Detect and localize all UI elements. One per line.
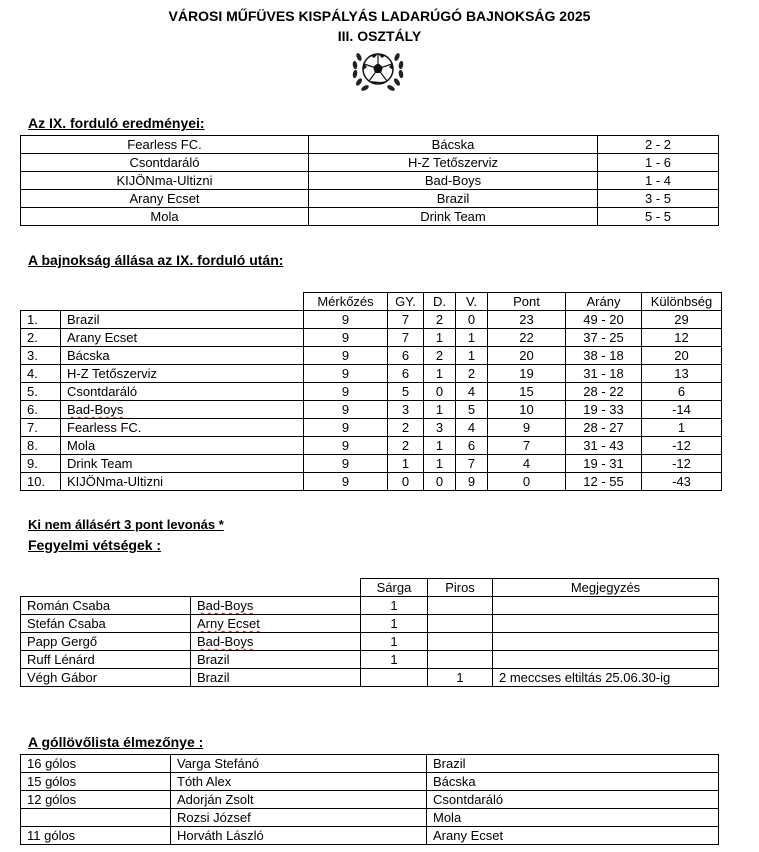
yellow-cards <box>361 669 428 687</box>
red-cards <box>428 651 493 669</box>
home-team: Fearless FC. <box>21 136 309 154</box>
wins: 5 <box>388 383 424 401</box>
losses: 4 <box>456 383 488 401</box>
draws: 2 <box>424 347 456 365</box>
matches: 9 <box>304 473 388 491</box>
wins: 6 <box>388 365 424 383</box>
home-team: KIJÖNma-Ultizni <box>21 172 309 190</box>
goal-count: 15 gólos <box>21 773 171 791</box>
points: 20 <box>488 347 566 365</box>
matches: 9 <box>304 437 388 455</box>
team-name: Arany Ecset <box>427 827 719 845</box>
goal-difference: 6 <box>642 383 722 401</box>
team-name: Mola <box>61 437 304 455</box>
col-header: V. <box>456 293 488 311</box>
col-header: GY. <box>388 293 424 311</box>
player-name: Papp Gergő <box>21 633 191 651</box>
losses: 7 <box>456 455 488 473</box>
team-name: Brazil <box>191 669 361 687</box>
standings-table <box>20 292 722 491</box>
position: 10. <box>21 473 61 491</box>
draws: 3 <box>424 419 456 437</box>
points: 23 <box>488 311 566 329</box>
goal-difference: 13 <box>642 365 722 383</box>
matches: 9 <box>304 365 388 383</box>
position: 1. <box>21 311 61 329</box>
goal-ratio: 19 - 33 <box>566 401 642 419</box>
remark <box>493 651 719 669</box>
table-row <box>21 791 719 809</box>
points: 22 <box>488 329 566 347</box>
goal-difference: 12 <box>642 329 722 347</box>
goal-ratio: 49 - 20 <box>566 311 642 329</box>
team-name: Arny Ecset <box>191 615 361 633</box>
table-row <box>21 455 722 473</box>
goal-difference: -12 <box>642 437 722 455</box>
away-team: Drink Team <box>309 208 598 226</box>
table-row <box>21 827 719 845</box>
away-team: H-Z Tetőszerviz <box>309 154 598 172</box>
player-name: Ruff Lénárd <box>21 651 191 669</box>
points: 7 <box>488 437 566 455</box>
draws: 1 <box>424 437 456 455</box>
player-name: Adorján Zsolt <box>171 791 427 809</box>
team-name: Csontdaráló <box>61 383 304 401</box>
table-row <box>21 401 722 419</box>
scorers-table <box>20 754 719 845</box>
goal-ratio: 37 - 25 <box>566 329 642 347</box>
soccer-ball-laurel-icon <box>350 45 406 95</box>
losses: 0 <box>456 311 488 329</box>
losses: 9 <box>456 473 488 491</box>
away-team: Brazil <box>309 190 598 208</box>
matches: 9 <box>304 311 388 329</box>
results-heading: Az IX. forduló eredményei: <box>28 115 205 131</box>
goal-difference: -43 <box>642 473 722 491</box>
home-team: Arany Ecset <box>21 190 309 208</box>
col-header: Sárga <box>361 579 428 597</box>
goal-ratio: 31 - 43 <box>566 437 642 455</box>
table-row <box>21 597 719 615</box>
wins: 1 <box>388 455 424 473</box>
table-row <box>21 633 719 651</box>
goal-count: 16 gólos <box>21 755 171 773</box>
player-name: Tóth Alex <box>171 773 427 791</box>
draws: 2 <box>424 311 456 329</box>
goal-ratio: 12 - 55 <box>566 473 642 491</box>
home-team: Csontdaráló <box>21 154 309 172</box>
red-cards <box>428 633 493 651</box>
draws: 1 <box>424 329 456 347</box>
team-name: Bad-Boys <box>61 401 304 419</box>
home-team: Mola <box>21 208 309 226</box>
yellow-cards: 1 <box>361 633 428 651</box>
losses: 4 <box>456 419 488 437</box>
position: 9. <box>21 455 61 473</box>
team-name: Arany Ecset <box>61 329 304 347</box>
losses: 1 <box>456 347 488 365</box>
player-name: Román Csaba <box>21 597 191 615</box>
standings-header-row <box>21 293 722 311</box>
table-row <box>21 190 719 208</box>
col-header: Mérkőzés <box>304 293 388 311</box>
standings-heading: A bajnokság állása az IX. forduló után: <box>28 252 284 268</box>
table-row <box>21 473 722 491</box>
points: 9 <box>488 419 566 437</box>
position: 8. <box>21 437 61 455</box>
remark <box>493 597 719 615</box>
position: 4. <box>21 365 61 383</box>
team-name: Bad-Boys <box>191 633 361 651</box>
draws: 0 <box>424 383 456 401</box>
team-name: KIJÖNma-Ultizni <box>61 473 304 491</box>
col-header: Megjegyzés <box>493 579 719 597</box>
points: 10 <box>488 401 566 419</box>
score: 3 - 5 <box>598 190 719 208</box>
score: 5 - 5 <box>598 208 719 226</box>
team-name: Fearless FC. <box>61 419 304 437</box>
position: 3. <box>21 347 61 365</box>
col-header: Különbség <box>642 293 722 311</box>
table-row <box>21 809 719 827</box>
away-team: Bad-Boys <box>309 172 598 190</box>
team-name: H-Z Tetőszerviz <box>61 365 304 383</box>
table-row <box>21 172 719 190</box>
goal-ratio: 28 - 27 <box>566 419 642 437</box>
position: 6. <box>21 401 61 419</box>
table-row <box>21 347 722 365</box>
table-row <box>21 136 719 154</box>
remark <box>493 615 719 633</box>
position: 5. <box>21 383 61 401</box>
losses: 5 <box>456 401 488 419</box>
losses: 6 <box>456 437 488 455</box>
table-row <box>21 311 722 329</box>
table-row <box>21 154 719 172</box>
table-row <box>21 208 719 226</box>
col-header: Pont <box>488 293 566 311</box>
goal-difference: -14 <box>642 401 722 419</box>
wins: 7 <box>388 311 424 329</box>
table-row <box>21 329 722 347</box>
table-row <box>21 755 719 773</box>
red-cards <box>428 615 493 633</box>
yellow-cards: 1 <box>361 597 428 615</box>
table-row <box>21 773 719 791</box>
team-name: Bácska <box>61 347 304 365</box>
player-name: Stefán Csaba <box>21 615 191 633</box>
draws: 1 <box>424 365 456 383</box>
matches: 9 <box>304 455 388 473</box>
table-row <box>21 437 722 455</box>
results-table <box>20 135 719 226</box>
red-cards <box>428 597 493 615</box>
position: 2. <box>21 329 61 347</box>
points: 4 <box>488 455 566 473</box>
score: 1 - 6 <box>598 154 719 172</box>
team-name: Brazil <box>61 311 304 329</box>
player-name: Rozsi József <box>171 809 427 827</box>
team-name: Brazil <box>191 651 361 669</box>
yellow-cards: 1 <box>361 651 428 669</box>
goal-ratio: 28 - 22 <box>566 383 642 401</box>
player-name: Varga Stefánó <box>171 755 427 773</box>
team-name: Drink Team <box>61 455 304 473</box>
col-header: Piros <box>428 579 493 597</box>
away-team: Bácska <box>309 136 598 154</box>
wins: 2 <box>388 437 424 455</box>
points: 0 <box>488 473 566 491</box>
goal-difference: 1 <box>642 419 722 437</box>
table-row <box>21 383 722 401</box>
draws: 1 <box>424 455 456 473</box>
goal-difference: 29 <box>642 311 722 329</box>
goal-count: 12 gólos <box>21 791 171 809</box>
goal-difference: -12 <box>642 455 722 473</box>
matches: 9 <box>304 401 388 419</box>
team-name: Bad-Boys <box>191 597 361 615</box>
remark <box>493 633 719 651</box>
discipline-heading: Fegyelmi vétségek : <box>28 537 162 553</box>
wins: 2 <box>388 419 424 437</box>
draws: 1 <box>424 401 456 419</box>
goal-ratio: 31 - 18 <box>566 365 642 383</box>
team-name: Brazil <box>427 755 719 773</box>
col-header: D. <box>424 293 456 311</box>
goal-count: 11 gólos <box>21 827 171 845</box>
matches: 9 <box>304 347 388 365</box>
page-title: VÁROSI MŰFÜVES KISPÁLYÁS LADARÚGÓ BAJNOKSÁG 2025 <box>168 8 591 24</box>
table-row <box>21 419 722 437</box>
losses: 1 <box>456 329 488 347</box>
points: 19 <box>488 365 566 383</box>
matches: 9 <box>304 419 388 437</box>
matches: 9 <box>304 329 388 347</box>
matches: 9 <box>304 383 388 401</box>
goal-difference: 20 <box>642 347 722 365</box>
position: 7. <box>21 419 61 437</box>
losses: 2 <box>456 365 488 383</box>
goal-ratio: 38 - 18 <box>566 347 642 365</box>
remark: 2 meccses eltiltás 25.06.30-ig <box>493 669 719 687</box>
score: 2 - 2 <box>598 136 719 154</box>
red-cards: 1 <box>428 669 493 687</box>
wins: 6 <box>388 347 424 365</box>
wins: 3 <box>388 401 424 419</box>
discipline-table <box>20 578 719 687</box>
draws: 0 <box>424 473 456 491</box>
score: 1 - 4 <box>598 172 719 190</box>
team-name: Bácska <box>427 773 719 791</box>
table-row <box>21 365 722 383</box>
team-name: Csontdaráló <box>427 791 719 809</box>
scorers-heading: A góllövőlista élmezőnye : <box>28 734 204 750</box>
wins: 0 <box>388 473 424 491</box>
goal-ratio: 19 - 31 <box>566 455 642 473</box>
team-name: Mola <box>427 809 719 827</box>
division-title: III. OSZTÁLY <box>337 28 422 44</box>
goal-count <box>21 809 171 827</box>
wins: 7 <box>388 329 424 347</box>
table-row <box>21 669 719 687</box>
col-header: Arány <box>566 293 642 311</box>
points: 15 <box>488 383 566 401</box>
player-name: Végh Gábor <box>21 669 191 687</box>
deduction-note: Ki nem állásért 3 pont levonás * <box>28 517 224 532</box>
table-row <box>21 651 719 669</box>
table-row <box>21 615 719 633</box>
player-name: Horváth László <box>171 827 427 845</box>
discipline-header-row <box>21 579 719 597</box>
yellow-cards: 1 <box>361 615 428 633</box>
